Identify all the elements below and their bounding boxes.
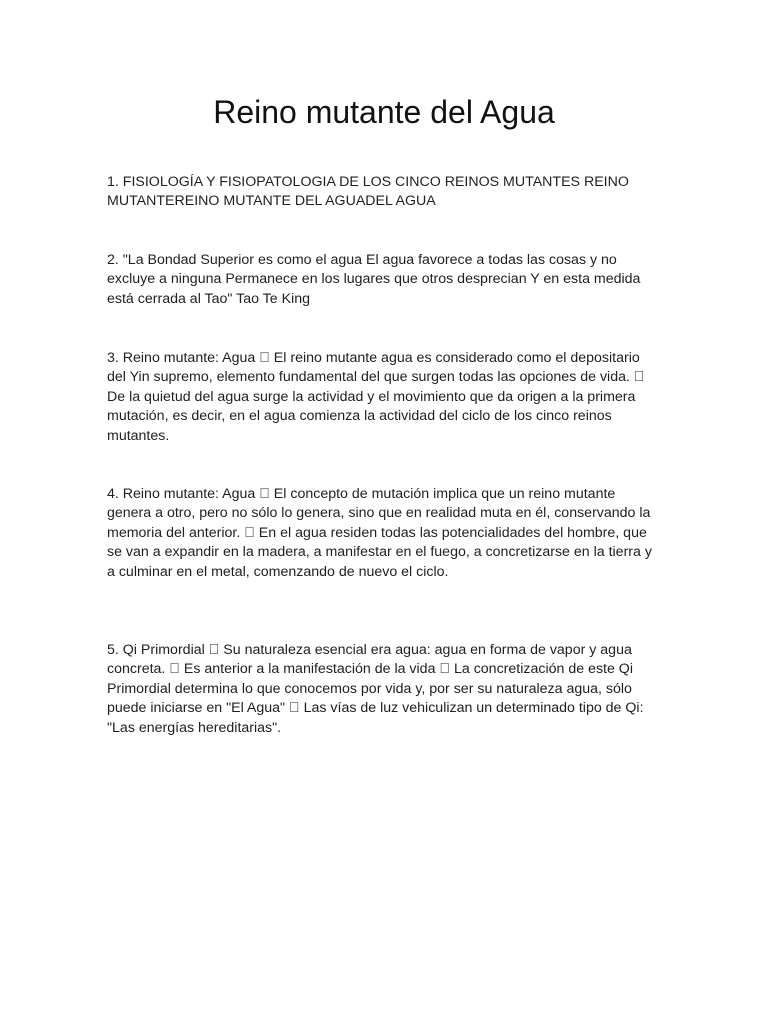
paragraph-5: 5. Qi Primordial Su naturaleza esencial era agua: agua en forma de vapor y agua concreta. Es anterior a la manifestación de la vida La concretización de este Qi Primordial determina lo que conocemos por vida y, por ser su naturaleza agua, sólo puede iniciarse en "El Agua" Las vías de luz vehiculizan un determinado tipo de Qi: "Las energías hereditarias".: [107, 642, 632, 736]
document-title: Reino mutante del Agua: [213, 94, 555, 130]
paragraph-2: 2. "La Bondad Superior es como el agua El agua favorece a todas las cosas y no excluye a ninguna Permanece en los lugares que otros desprecian Y en esta medida está cerrada al Tao" Tao Te King: [107, 252, 641, 307]
paragraph-1: 1. FISIOLOGÍA Y FISIOPATOLOGIA DE LOS CINCO REINOS MUTANTES REINO MUTANTEREINO MUTANTE DEL AGUADEL AGUA: [107, 174, 629, 210]
paragraph-3: 3. Reino mutante: Agua El reino mutante agua es considerado como el depositario del Yin supremo, elemento fundamental del que surgen todas las opciones de vida. De la quietud del agua surge la actividad y el movimiento que da origen a la primera mutación, es decir, en el agua comienza la actividad del ciclo de los cinco reinos mutantes.: [107, 350, 649, 444]
paragraph-4: 4. Reino mutante: Agua El concepto de mutación implica que un reino mutante genera a otro, pero no sólo lo genera, sino que en realidad muta en él, conservando la memoria del anterior. En el agua residen todas las potencialidades del hombre, que se van a expandir en la madera, a manifestar en el fuego, a concretizarse en la tierra y a culminar en el metal, comenzando de nuevo el ciclo.: [107, 486, 652, 580]
